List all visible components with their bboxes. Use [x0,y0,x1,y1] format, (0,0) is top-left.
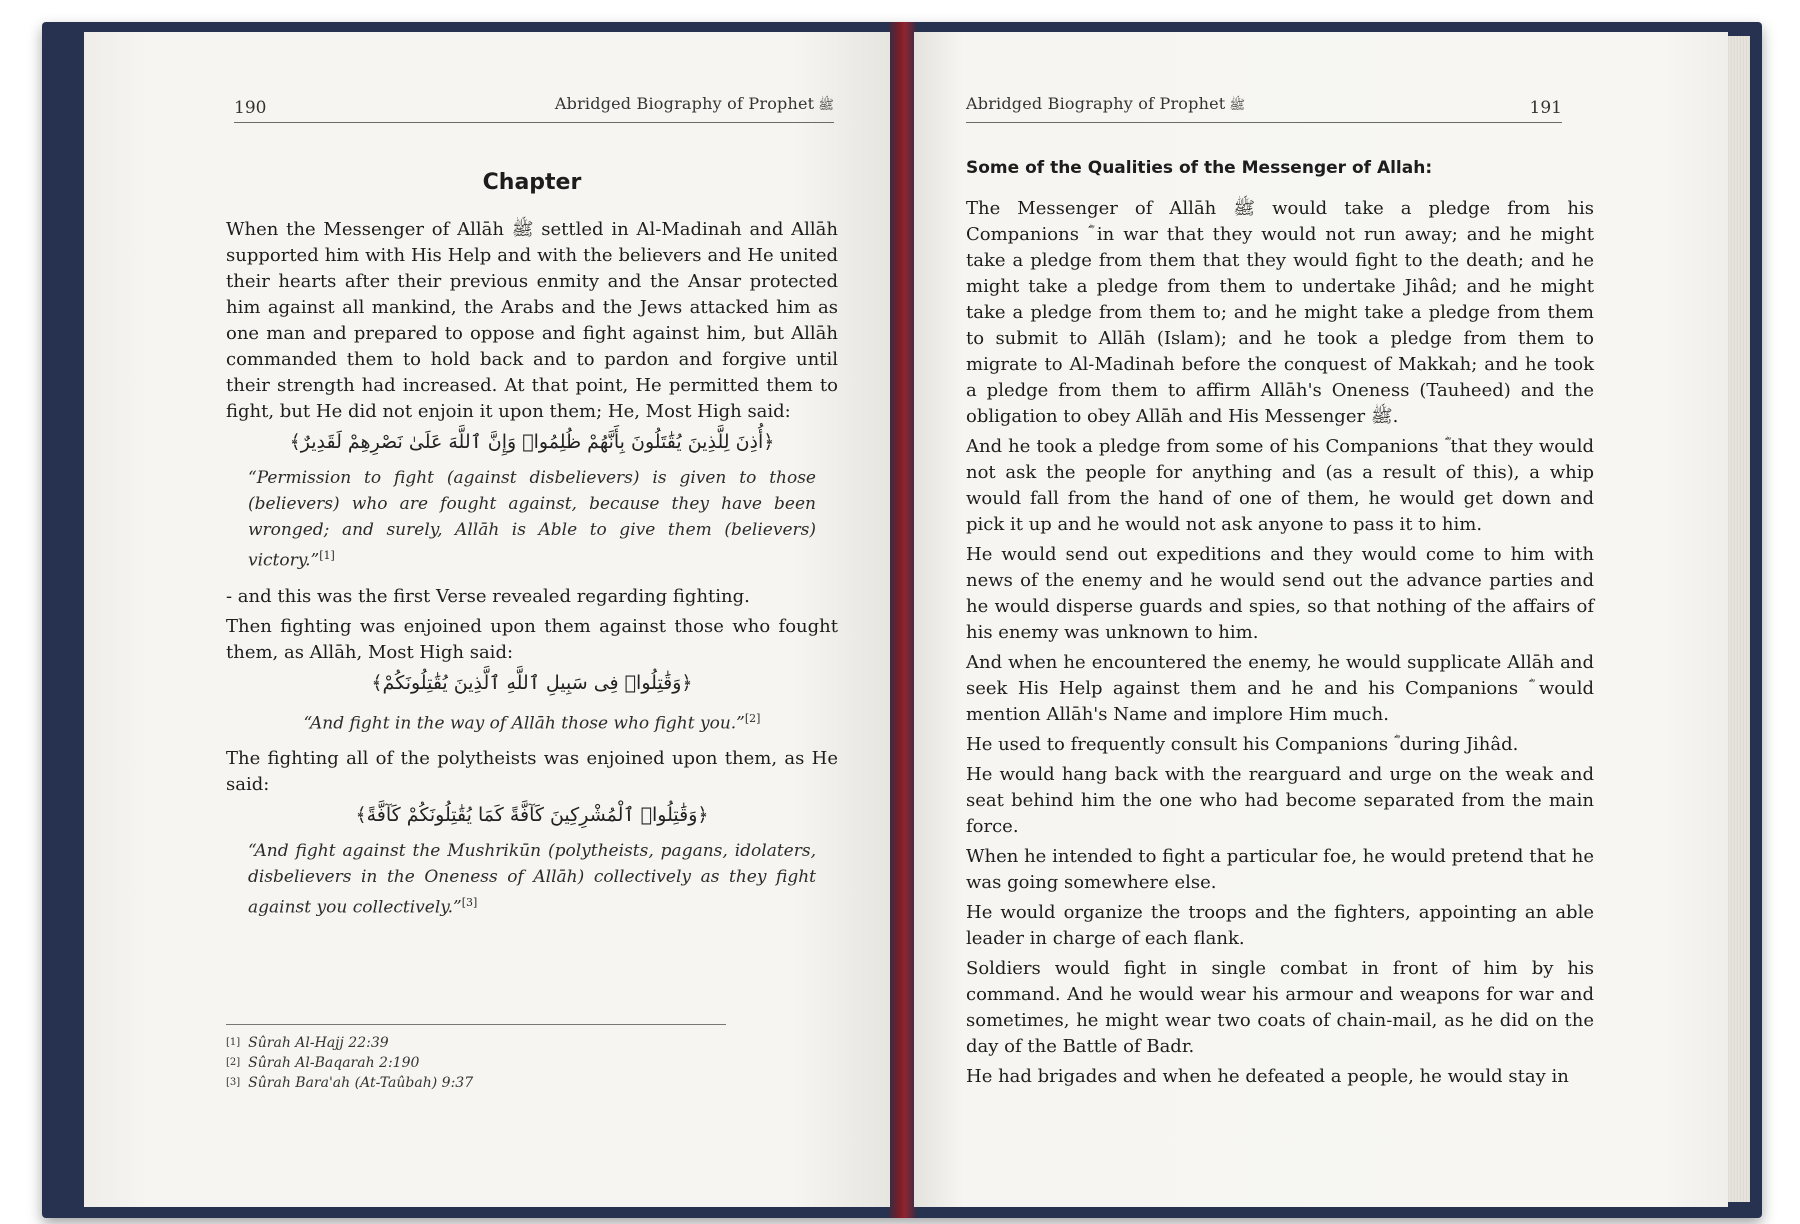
right-page-content [966,148,1594,1094]
left-paragraph-4: The fighting all of the polytheists was enjoined upon them, as He said: [226,748,838,796]
footnote-ref-3: [3] [461,896,478,910]
footnote-ref-1: [1] [319,549,335,562]
arabic-verse-1: ﴿أُذِنَ لِلَّذِينَ يُقَٰتَلُونَ بِأَنَّهُمْ ظُلِمُوا۟ وَإِنَّ ٱللَّهَ عَلَىٰ نَصْرِهِمْ لَقَدِيرٌ﴾ [289,431,775,453]
left-line-2: - and this was the first Verse revealed regarding fighting. [226,585,750,607]
right-running-head [966,90,1562,123]
section-title: Some of the Qualities of the Messenger of Allah: [966,158,1433,178]
footnote-item: [3] Sûrah Bara'ah (At-Taûbah) 9:37 [226,1075,474,1091]
right-running-title: Abridged Biography of Prophet ﷺ [966,94,1246,113]
verse-translation-3: “And fight against the Mushrikūn (polytheists, pagans, idolaters, disbelievers in the Oneness of Allāh) collectively as they fight against you collectively.”[3] [248,841,816,918]
arabic-verse-2: ﴿وَقَٰتِلُوا۟ فِى سَبِيلِ ٱللَّهِ ٱلَّذِينَ يُقَٰتِلُونَكُمْ﴾ [371,671,693,694]
right-paragraph: He would hang back with the rearguard and urge on the weak and seat behind him the one who had become separated from the main force. [966,764,1594,837]
verse-translation-2: “And fight in the way of Allāh those who fight you.”[2] [303,711,761,734]
right-paragraph: He would send out expeditions and they would come to him with news of the enemy and he would send out the advance parties and he would disperse guards and spies, so that nothing of the affairs of his enemy was unknown to him. [966,544,1594,643]
left-page [84,32,890,1207]
right-paragraph: He had brigades and when he defeated a people, he would stay in [966,1066,1569,1087]
chapter-title: Chapter [482,170,582,195]
footnote-item: [2] Sûrah Al-Baqarah 2:190 [226,1055,420,1071]
right-page [914,32,1728,1207]
footnotes [226,1024,726,1093]
right-paragraph: The Messenger of Allāh ﷺ would take a pledge from his Companions ؓ in war that they would not run away; and he might take a pledge from them that they would fight to the death; and he might take a pledge from them to undertake Jihâd; and he might take a pledge from them to; and he might take a pledge from them to submit to Allāh (Islam); and he took a pledge from them to migrate to Al-Madinah before the conquest of Makkah; and he took a pledge from them to affirm Allāh's Oneness (Tauheed) and the obligation to obey Allāh and His Messenger ﷺ. [966,198,1594,427]
verse-translation-1: “Permission to fight (against disbelievers) is given to those (believers) who are fought against, because they have been wronged; and surely, Allāh is Able to give them (believers) victory.”[1] [248,468,816,571]
footnote-ref-2: [2] [744,711,761,725]
left-page-content [226,152,838,931]
page-edges [1728,36,1750,1202]
footnote-item: [1] Sûrah Al-Hajj 22:39 [226,1035,389,1051]
arabic-verse-3: ﴿وَقَٰتِلُوا۟ ٱلْمُشْرِكِينَ كَآفَّةً كَمَا يُقَٰتِلُونَكُمْ كَآفَّةً﴾ [355,804,709,827]
left-paragraph-1: When the Messenger of Allāh ﷺ settled in Al-Madinah and Allāh supported him with His Help and with the believers and He united their hearts after their previous enmity and the Ansar protected him against all mankind, the Arabs and the Jews attacked him as one man and prepared to oppose and fight against him, but Allāh commanded them to hold back and to pardon and forgive until their strength had increased. At that point, He permitted them to fight, but He did not enjoin it upon them; He, Most High said: [226,219,838,422]
right-paragraph: And when he encountered the enemy, he would supplicate Allāh and seek His Help against them and he and his Companions ؓ would mention Allāh's Name and implore Him much. [966,652,1594,725]
left-running-head [234,90,834,123]
right-paragraph: He would organize the troops and the fighters, appointing an able leader in charge of each flank. [966,902,1594,949]
right-paragraph: When he intended to fight a particular foe, he would pretend that he was going somewhere else. [966,846,1594,893]
book-spine [887,22,917,1218]
right-page-number: 191 [1529,98,1562,118]
right-paragraph: Soldiers would fight in single combat in front of him by his command. And he would wear his armour and weapons for war and sometimes, he might wear two coats of chain-mail, as he did on the day of the Battle of Badr. [966,958,1594,1057]
salutation-seal-icon: ﷺ [818,98,834,113]
left-page-number: 190 [234,98,267,118]
right-paragraph: And he took a pledge from some of his Companions ؓ that they would not ask the people for anything and (as a result of this), a whip would fall from the hand of one of them, he would get down and pick it up and he would not ask anyone to pass it to him. [966,436,1594,535]
open-book [42,22,1762,1218]
left-running-title: Abridged Biography of Prophet ﷺ [554,94,834,113]
salutation-seal-icon: ﷺ [1229,98,1246,113]
left-paragraph-3: Then fighting was enjoined upon them against those who fought them, as Allāh, Most High said: [226,615,838,663]
right-paragraph: He used to frequently consult his Companions ؓ during Jihâd. [966,734,1519,755]
